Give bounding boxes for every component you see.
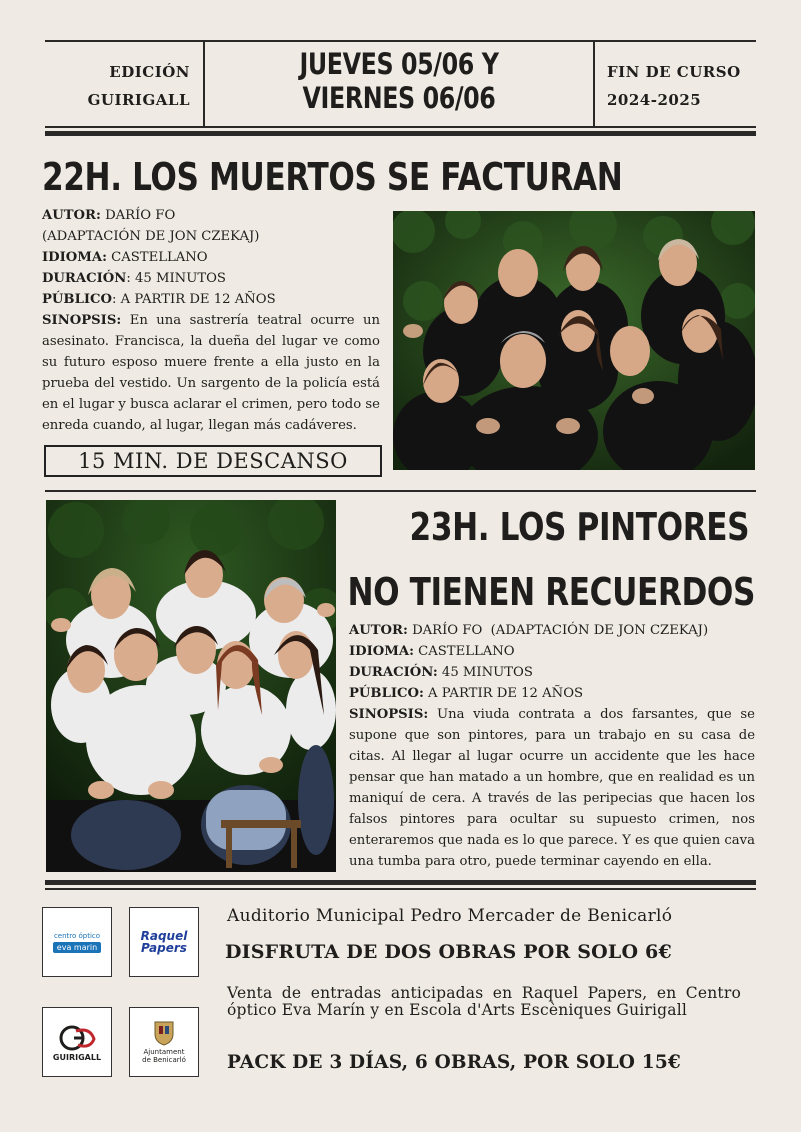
play2-synopsis: SINOPSIS: Una viuda contrata a dos farsantes, que se supone que son pintores, para un trabajo en su casa de citas. Al llegar al lugar ocurre un accidente que les hace pensar que han matado a un hombre, que en realidad es un maniquí de cera. A través de las peripecias que hacen los falsos pintores para ocultar su supuesto crimen, nos enteraremos que nada es lo que parece. Y es que quien cava una tumba para otro, puede terminar cayendo en ella.	[349, 707, 755, 869]
course-label: FIN DE CURSO 2024-2025	[607, 63, 741, 109]
venue-text: Auditorio Municipal Pedro Mercader de Benicarló	[227, 906, 673, 926]
footer-top-rule-thin	[45, 888, 756, 890]
logo-raquel-papers: Raquel Papers	[129, 907, 199, 977]
play2-cast-photo-graphic	[46, 500, 336, 872]
play1-info: AUTOR: DARÍO FO (ADAPTACIÓN DE JON CZEKAJ) IDIOMA: CASTELLANO DURACIÓN: 45 MINUTOS PÚBLICO: A PARTIR DE 12 AÑOS SINOPSIS: En una sastrería teatral ocurre un asesinato. Francisca, la dueña del lugar ve como su futuro esposo muere frente a ella justo en la prueba del vestido. Un sargento de la policía está en el lugar y busca aclarar el crimen, pero todo se enreda cuando, al lugar, llegan más cadáveres.	[42, 205, 380, 436]
offer-two-plays: DISFRUTA DE DOS OBRAS POR SOLO 6€	[225, 941, 672, 963]
play2-title-line1: 23H. LOS PINTORES	[409, 505, 749, 549]
ticket-sales-text: Venta de entradas anticipadas en Raquel Papers, en Centro óptico Eva Marín y en Escola d'Arts Escèniques Guirigall	[227, 984, 741, 1019]
play1-title: 22H. LOS MUERTOS SE FACTURAN	[42, 155, 623, 199]
play2-title-line2: NO TIENEN RECUERDOS	[347, 570, 755, 614]
play1-synopsis: SINOPSIS: En una sastrería teatral ocurre un asesinato. Francisca, la dueña del lugar ve como su futuro esposo muere frente a ella justo en la prueba del vestido. Un sargento de la policía está en el lugar y busca aclarar el crimen, pero todo se enreda cuando, al lugar, llegan más cadáveres.	[42, 313, 380, 433]
play2-info: AUTOR: DARÍO FO (ADAPTACIÓN DE JON CZEKAJ) IDIOMA: CASTELLANO DURACIÓN: 45 MINUTOS PÚBLICO: A PARTIR DE 12 AÑOS SINOPSIS: Una viuda contrata a dos farsantes, que se supone que son pintores, para un trabajo en su casa de citas. Al llegar al lugar ocurre un accidente que les hace pensar que han matado a un hombre, que en realidad es un maniquí de cera. A través de las peripecias que hacen los falsos pintores para ocultar su supuesto crimen, nos enteraremos que nada es lo que parece. Y es que quien cava una tumba para otro, puede terminar cayendo en ella.	[349, 620, 755, 872]
logo-guirigall: GUIRIGALL	[42, 1007, 112, 1077]
guirigall-g-icon	[52, 1023, 102, 1053]
header-top-rule	[45, 40, 756, 42]
section-divider	[45, 490, 756, 492]
play1-cast-photo-graphic	[393, 211, 755, 470]
footer-top-rule-thick	[45, 880, 756, 885]
logo-ajuntament-benicarlo: Ajuntament de Benicarló	[129, 1007, 199, 1077]
header-bottom-rule-thin	[45, 126, 756, 128]
header-bottom-rule-thick	[45, 131, 756, 136]
edition-label: EDICIÓN GUIRIGALL	[87, 63, 190, 109]
header-divider-left	[203, 41, 205, 127]
header-divider-right	[593, 41, 595, 127]
logo-centro-optico-eva-marin: centro óptico eva marin	[42, 907, 112, 977]
play1-cast-photo	[393, 211, 755, 470]
coat-of-arms-icon	[153, 1020, 175, 1046]
event-dates: JUEVES 05/06 Y VIERNES 06/06	[299, 47, 499, 115]
offer-pack: PACK DE 3 DÍAS, 6 OBRAS, POR SOLO 15€	[227, 1052, 681, 1073]
play2-cast-photo	[46, 500, 336, 872]
break-box: 15 MIN. DE DESCANSO	[44, 445, 382, 477]
